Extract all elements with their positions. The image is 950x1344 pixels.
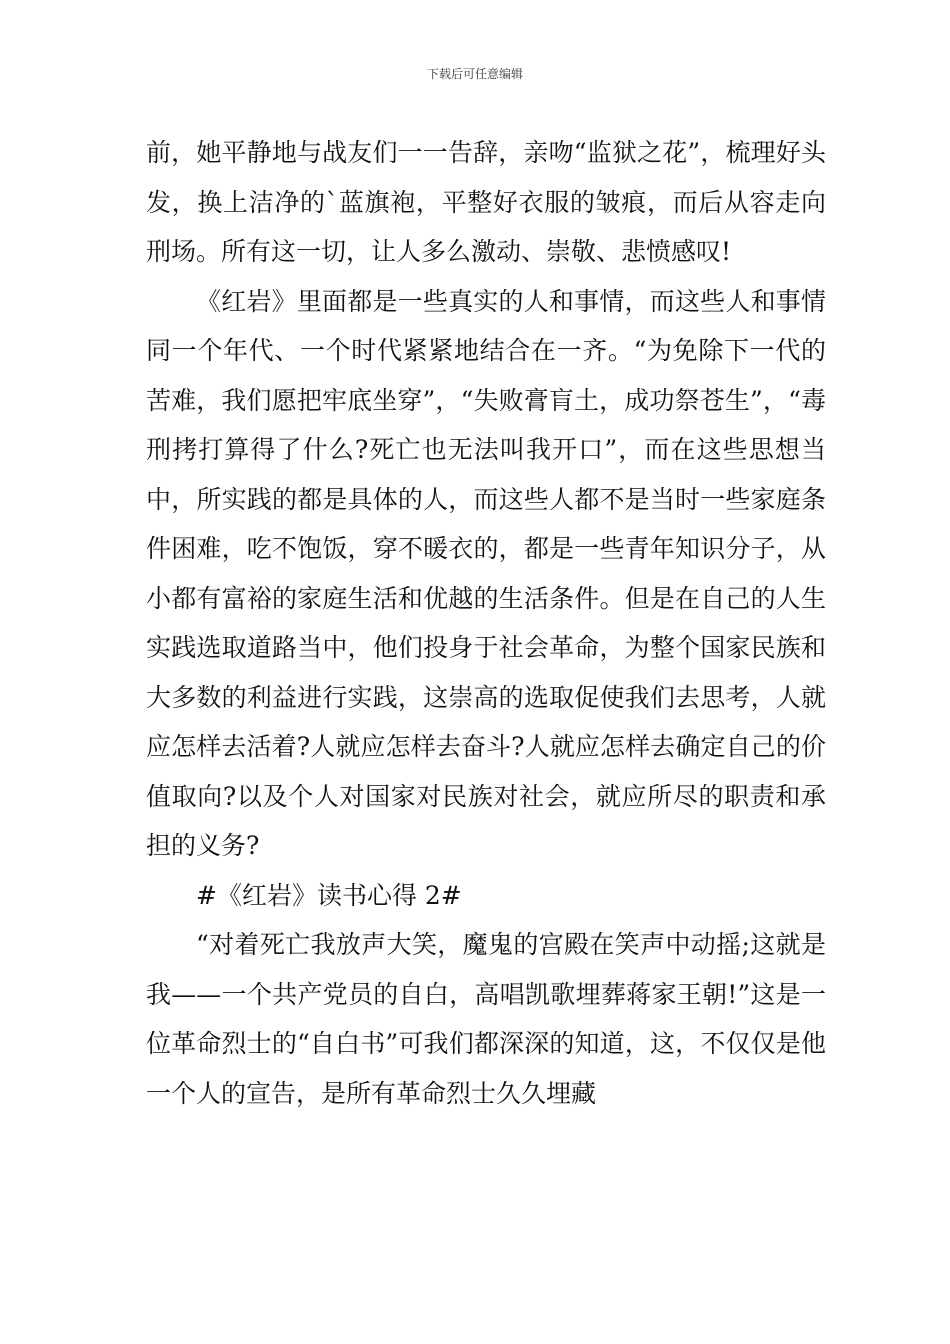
paragraph-3: “对着死亡我放声大笑，魔鬼的宫殿在笑声中动摇;这就是我——一个共产党员的自白，高唱凯歌埋葬蒋家王朝!”这是一位革命烈士的“自白书”可我们都深深的知道，这，不仅仅是他一个人的宣告，是所有革命烈士久久埋藏 (146, 930, 826, 1108)
paragraph-2: 《红岩》里面都是一些真实的人和事情，而这些人和事情同一个年代、一个时代紧紧地结合在一齐。“为免除下一代的苦难，我们愿把牢底坐穿”，“失败膏肓土，成功祭苍生”，“毒刑拷打算得了什么?死亡也无法叫我开口”，而在这些思想当中，所实践的都是具体的人，而这些人都不是当时一些家庭条件困难，吃不饱饭，穿不暖衣的，都是一些青年知识分子，从小都有富裕的家庭生活和优越的生活条件。但是在自己的人生实践选取道路当中，他们投身于社会革命，为整个国家民族和大多数的利益进行实践，这崇高的选取促使我们去思考，人就应怎样去活着?人就应怎样去奋斗?人就应怎样去确定自己的价值取向?以及个人对国家对民族对社会，就应所尽的职责和承担的义务? (146, 286, 826, 860)
document-body (146, 128, 826, 1118)
page-header: 下载后可任意编辑 (426, 67, 523, 81)
section-heading: #《红岩》读书心得 2# (196, 880, 462, 910)
paragraph-1: 前，她平静地与战友们一一告辞，亲吻“监狱之花”，梳理好头发，换上洁净的`蓝旗袍，平整好衣服的皱痕，而后从容走向刑场。所有这一切，让人多么激动、崇敬、悲愤感叹! (146, 138, 826, 266)
